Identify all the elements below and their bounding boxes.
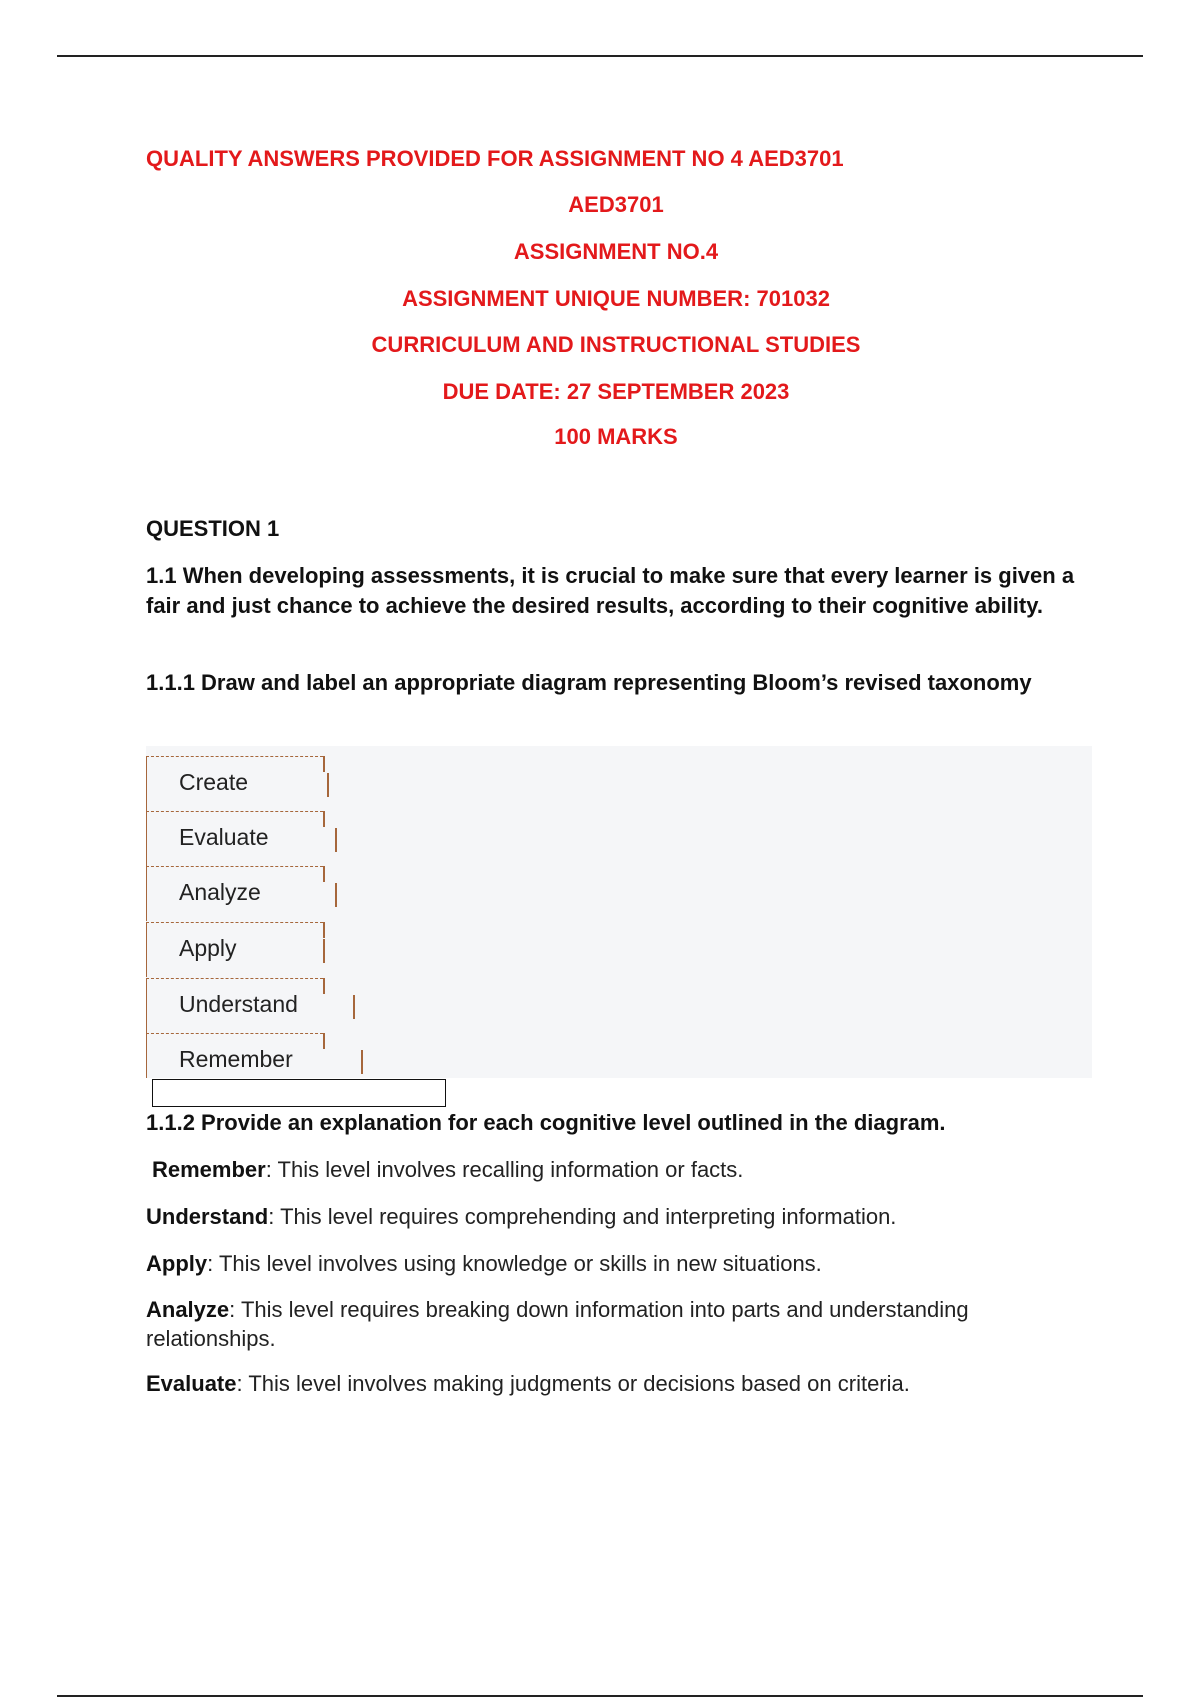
assignment-number: ASSIGNMENT NO.4 (513, 239, 719, 264)
divider (323, 866, 325, 882)
explanation-understand (146, 1202, 1096, 1231)
marks: 100 MARKS (554, 424, 678, 449)
taxonomy-label: Create (179, 769, 249, 795)
divider (361, 1050, 363, 1074)
explanation-term: Understand (146, 1204, 269, 1229)
taxonomy-label: Understand (179, 991, 298, 1017)
empty-text-box (152, 1079, 446, 1107)
taxonomy-label: Evaluate (179, 824, 269, 850)
taxonomy-level-remember (146, 1033, 323, 1078)
taxonomy-label: Remember (179, 1046, 293, 1072)
explanation-remember (152, 1155, 1102, 1184)
explanation-text: : This level involves making judgments or decisions based on criteria. (236, 1371, 910, 1396)
divider (335, 883, 337, 907)
explanation-term: Remember (152, 1157, 266, 1182)
unique-number: ASSIGNMENT UNIQUE NUMBER: 701032 (402, 286, 830, 311)
divider (323, 811, 325, 827)
explanation-apply (146, 1249, 1096, 1278)
taxonomy-level-analyze (146, 866, 323, 921)
bottom-rule (57, 1695, 1143, 1697)
divider (335, 828, 337, 852)
explanation-text: : This level requires breaking down information into parts and understanding relationships. (146, 1297, 969, 1351)
taxonomy-level-understand (146, 978, 323, 1033)
divider (353, 995, 355, 1019)
taxonomy-level-apply (146, 922, 323, 977)
divider (323, 939, 325, 963)
explanation-text: : This level involves recalling information or facts. (265, 1157, 744, 1182)
divider (327, 773, 329, 797)
question-1-1: 1.1 When developing assessments, it is crucial to make sure that every learner is given a fair and just chance to achieve the desired results, according to their cognitive ability. (146, 563, 1075, 618)
top-rule (57, 55, 1143, 57)
divider (323, 1033, 325, 1049)
due-date: DUE DATE: 27 SEPTEMBER 2023 (442, 379, 790, 404)
explanation-term: Evaluate (146, 1371, 237, 1396)
divider (323, 756, 325, 772)
question-title: QUESTION 1 (146, 516, 280, 541)
divider (323, 922, 325, 938)
taxonomy-level-create (146, 756, 323, 811)
question-1-1-1: 1.1.1 Draw and label an appropriate diagram representing Bloom’s revised taxonomy (146, 670, 1032, 695)
document-title: QUALITY ANSWERS PROVIDED FOR ASSIGNMENT NO 4 AED3701 (146, 146, 844, 171)
question-1-1-2: 1.1.2 Provide an explanation for each cognitive level outlined in the diagram. (146, 1110, 946, 1135)
subject-title: CURRICULUM AND INSTRUCTIONAL STUDIES (371, 332, 861, 357)
explanation-term: Apply (146, 1251, 208, 1276)
divider (323, 978, 325, 994)
explanation-analyze (146, 1295, 1066, 1353)
explanation-text: : This level requires comprehending and interpreting information. (268, 1204, 897, 1229)
course-code: AED3701 (568, 192, 664, 217)
taxonomy-label: Analyze (179, 879, 261, 905)
explanation-text: : This level involves using knowledge or skills in new situations. (207, 1251, 822, 1276)
taxonomy-level-evaluate (146, 811, 323, 866)
taxonomy-label: Apply (179, 935, 237, 961)
explanation-term: Analyze (146, 1297, 230, 1322)
explanation-evaluate (146, 1369, 1096, 1398)
